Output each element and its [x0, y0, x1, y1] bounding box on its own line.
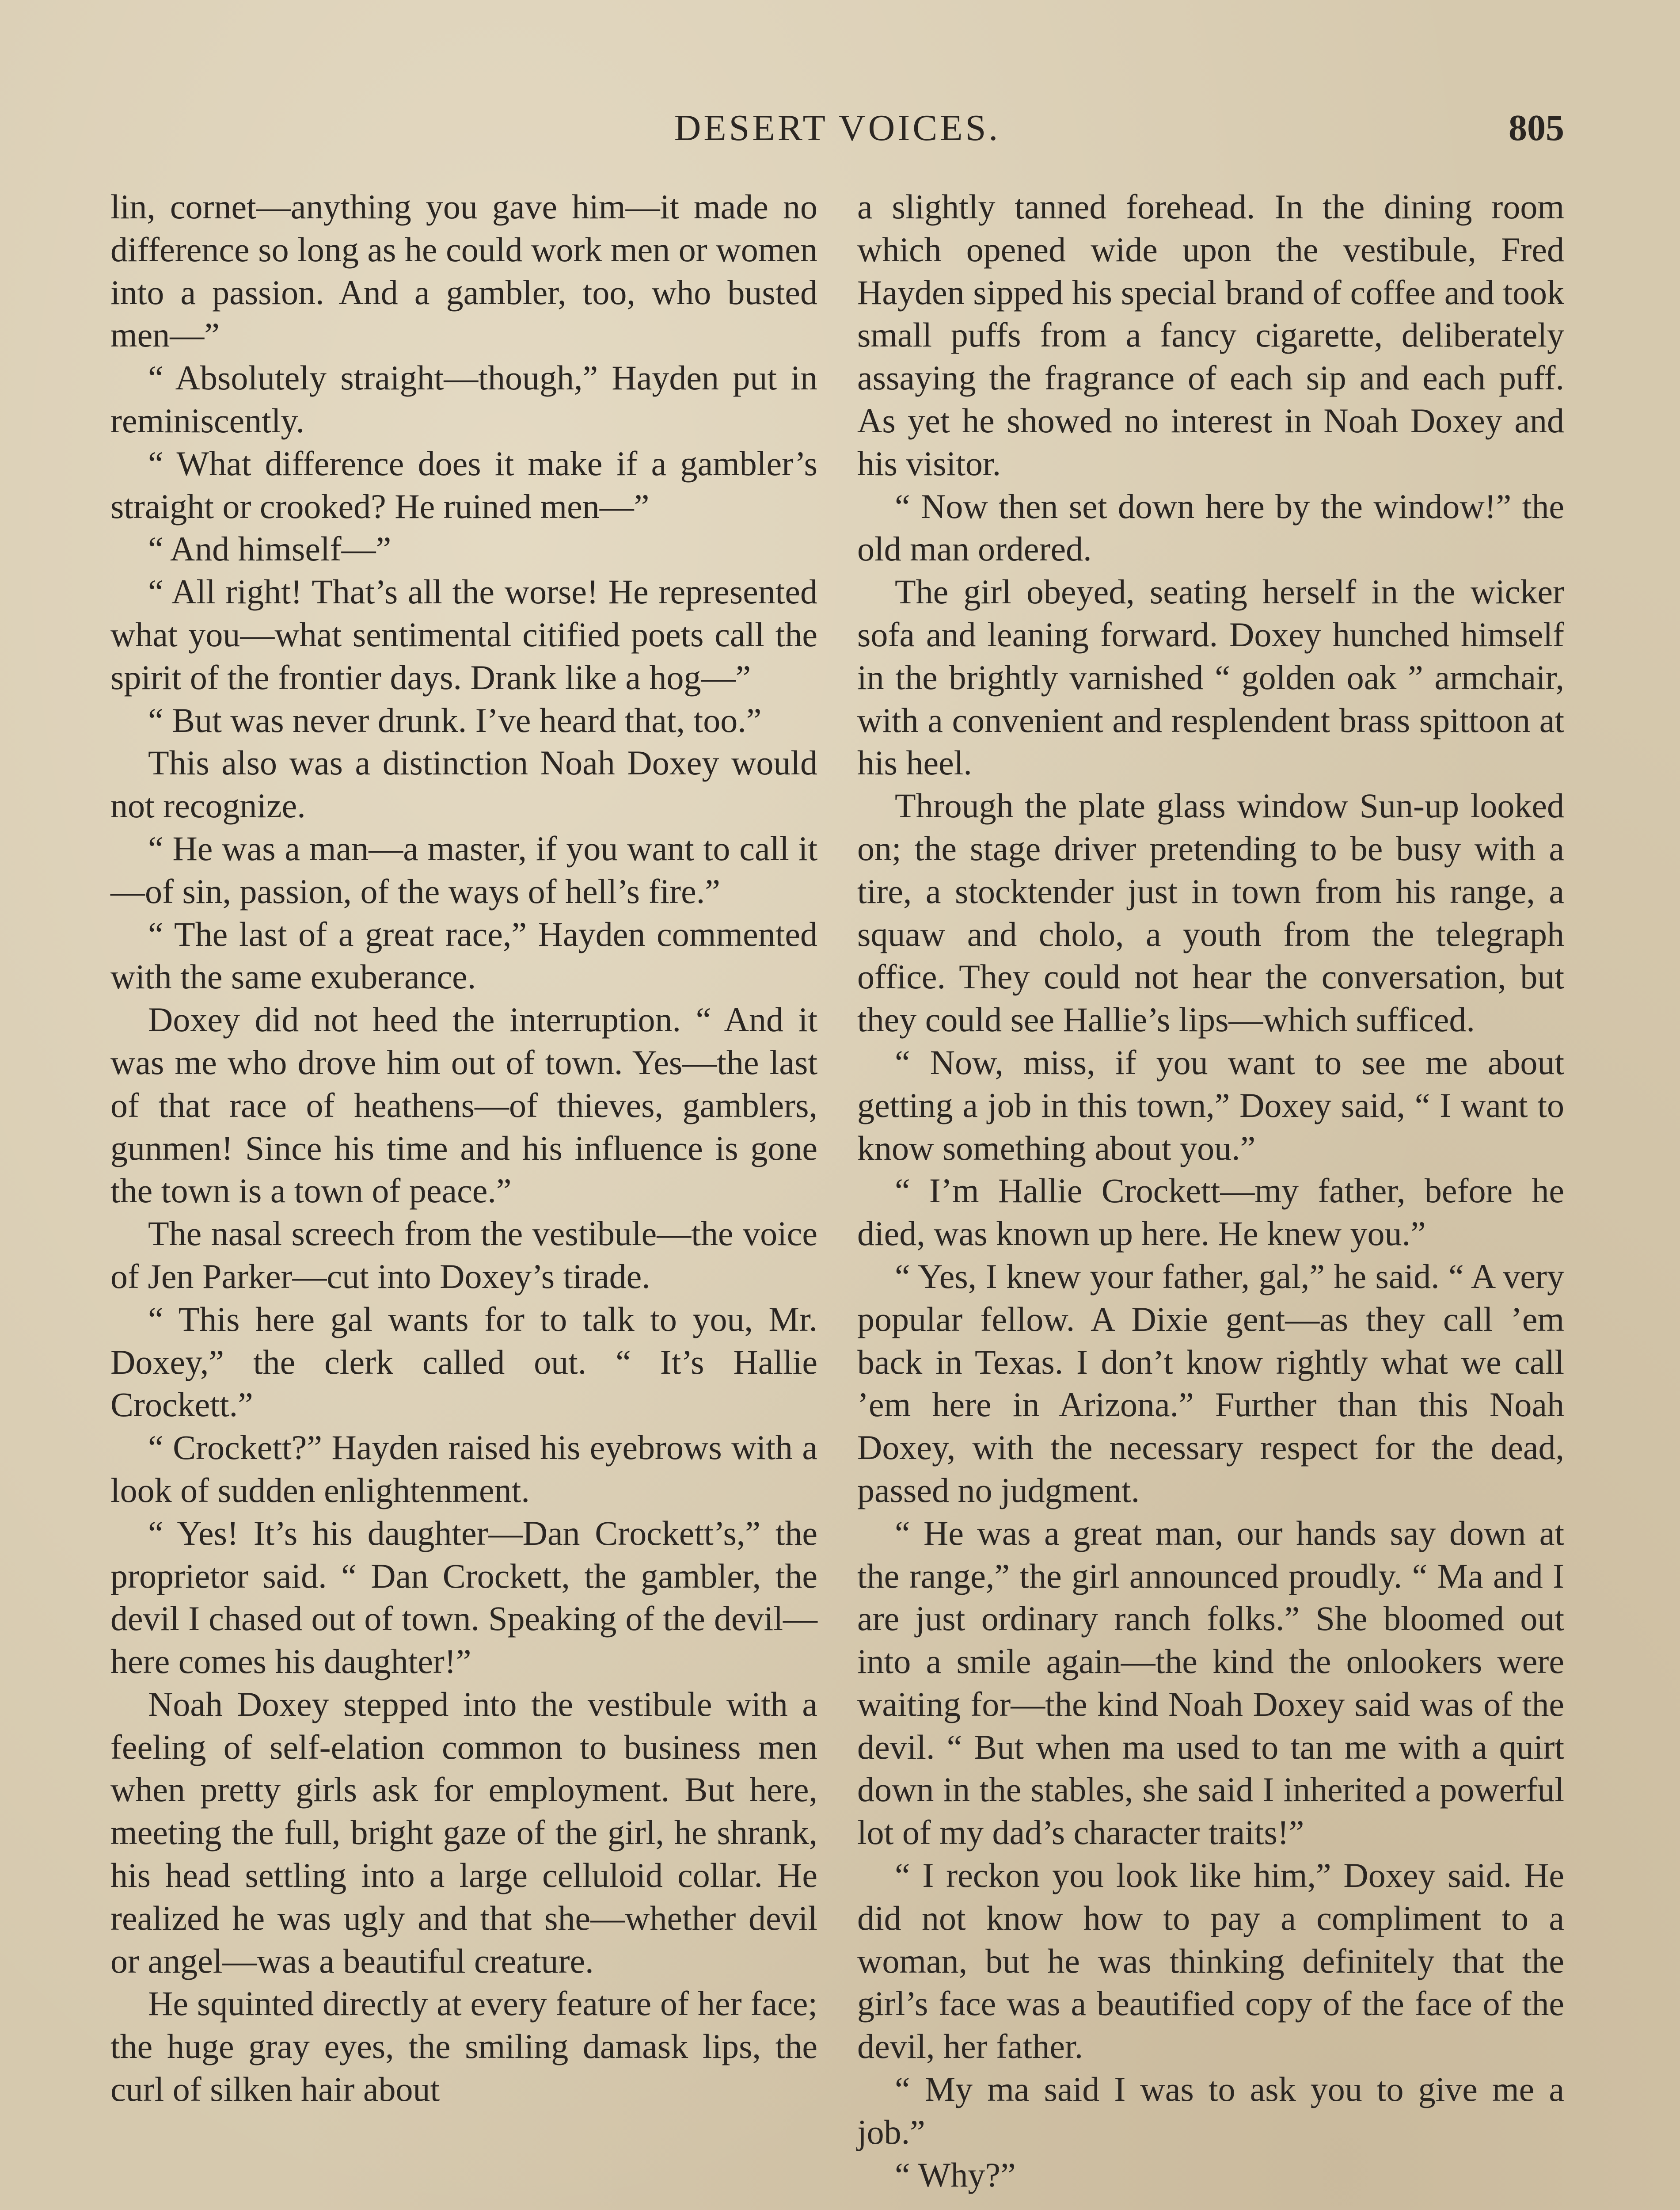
paragraph: “ And himself—” [148, 530, 391, 568]
paragraph: “ Why?” [895, 2155, 1016, 2194]
left-text-column [110, 186, 817, 2111]
paragraph: “ I reckon you look like him,” Doxey said. He did not know how to pay a compliment to a woman, but he was thinking definitely that the girl’s face was a beautified copy of the face of the devil, her father. [857, 1856, 1564, 2066]
paragraph: “ I’m Hallie Crockett—my father, before he died, was known up here. He knew you.” [857, 1171, 1564, 1253]
paragraph: “ Yes, I knew your father, gal,” he said. “ A very popular fellow. A Dixie gent—as they call ’em back in Texas. I don’t know rightly what we call ’em here in Arizona.” Further than this Noah Doxey, with the necessary respect for the dead, passed no judgment. [857, 1257, 1564, 1509]
paragraph: Through the plate glass window Sun-up looked on; the stage driver pretending to be busy with a tire, a stocktender just in town from his range, a squaw and cholo, a youth from the telegraph office. They could not hear the conversation, but they could see Hallie’s lips—which sufficed. [857, 786, 1564, 1039]
paragraph: “ But was never drunk. I’ve heard that, too.” [148, 701, 762, 739]
paragraph: The nasal screech from the vestibule—the voice of Jen Parker—cut into Doxey’s tirade. [110, 1214, 817, 1296]
paragraph: “ Yes! It’s his daughter—Dan Crockett’s,” the proprietor said. “ Dan Crockett, the gambler, the devil I chased out of town. Speaking of the devil—here comes his daughter!” [110, 1513, 817, 1681]
running-head [110, 104, 1564, 152]
paragraph: “ He was a man—a master, if you want to call it—of sin, passion, of the ways of hell’s fire.” [110, 829, 817, 911]
page-number: 805 [1509, 107, 1564, 149]
running-title: DESERT VOICES. [674, 107, 1001, 149]
paragraph: “ Absolutely straight—though,” Hayden put in reminiscently. [110, 358, 817, 440]
paragraph: “ Now, miss, if you want to see me about getting a job in this town,” Doxey said, “ I want to know something about you.” [857, 1043, 1564, 1167]
paragraph: The girl obeyed, seating herself in the wicker sofa and leaning forward. Doxey hunched himself in the brightly varnished “ golden oak ” armchair, with a convenient and resplendent brass spittoon at his heel. [857, 572, 1564, 782]
paragraph: “ The last of a great race,” Hayden commented with the same exuberance. [110, 914, 817, 996]
paragraph: “ What difference does it make if a gambler’s straight or crooked? He ruined men—” [110, 444, 817, 526]
paragraph: “ All right! That’s all the worse! He represented what you—what sentimental citified poets call the spirit of the frontier days. Drank like a hog—” [110, 572, 817, 697]
paragraph: He squinted directly at every feature of her face; the huge gray eyes, the smiling damask lips, the curl of silken hair about [110, 1984, 817, 2109]
paragraph: “ Crockett?” Hayden raised his eyebrows with a look of sudden enlightenment. [110, 1428, 817, 1509]
paragraph: Doxey did not heed the interruption. “ And it was me who drove him out of town. Yes—the last of that race of heathens—of thieves, gamblers, gunmen! Since his time and his influence is gone the town is a town of peace.” [110, 1000, 817, 1210]
paragraph: This also was a distinction Noah Doxey would not recognize. [110, 743, 817, 825]
paragraph: “ He was a great man, our hands say down at the range,” the girl announced proudly. “ Ma and I are just ordinary ranch folks.” She bloomed out into a smile again—the kind the onlookers were waiting for—the kind Noah Doxey said was of the devil. “ But when ma used to tan me with a quirt down in the stables, she said I inherited a powerful lot of my dad’s character traits!” [857, 1513, 1564, 1852]
paragraph: Noah Doxey stepped into the vestibule with a feeling of self-elation common to business men when pretty girls ask for employment. But here, meeting the full, bright gaze of the girl, he shrank, his head settling into a large celluloid collar. He realized he was ugly and that she—whether devil or angel—was a beautiful creature. [110, 1684, 817, 1980]
right-text-column [857, 186, 1564, 2196]
paragraph: lin, cornet—anything you gave him—it made no difference so long as he could work men or women into a passion. And a gambler, too, who busted men—” [110, 187, 817, 354]
paragraph: a slightly tanned forehead. In the dining room which opened wide upon the vestibule, Fred Hayden sipped his special brand of coffee and took small puffs from a fancy cigarette, deliberately assaying the fragrance of each sip and each puff. As yet he showed no interest in Noah Doxey and his visitor. [857, 187, 1564, 483]
paragraph: “ My ma said I was to ask you to give me a job.” [857, 2070, 1564, 2151]
paragraph: “ This here gal wants for to talk to you, Mr. Doxey,” the clerk called out. “ It’s Hallie Crockett.” [110, 1299, 817, 1424]
paragraph: “ Now then set down here by the window!” the old man ordered. [857, 487, 1564, 568]
